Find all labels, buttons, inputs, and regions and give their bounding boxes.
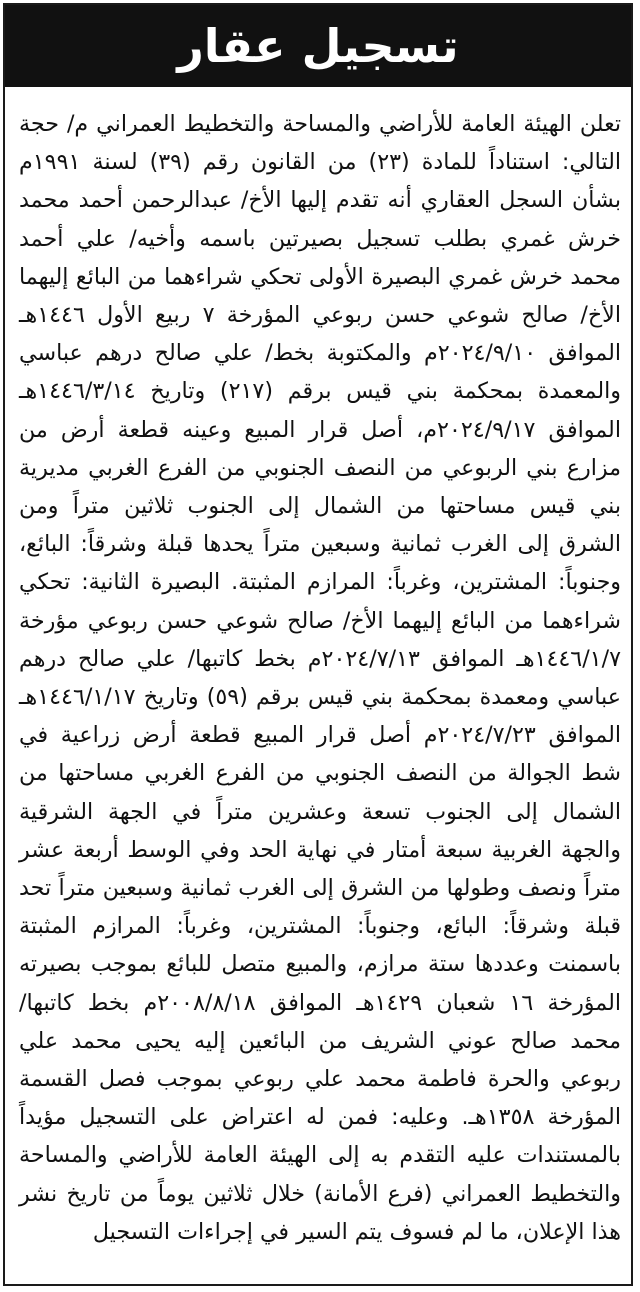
notice-body-text: تعلن الهيئة العامة للأراضي والمساحة والتخطيط العمراني م/ حجة التالي: استناداً للمادة (٢٣) من القانون رقم (٣٩) لسنة ١٩٩١م بشأن السجل العقاري أنه تقدم إليها الأخ/ عبدالرحمن أحمد محمد خرش غمري بطلب تسجيل بصيرتين باسمه وأخيه/ علي أحمد محمد خرش غمري البصيرة الأولى تحكي شراءهما من البائع إليهما الأخ/ صالح شوعي حسن ربوعي المؤرخة ٧ ربيع الأول ١٤٤٦هـ الموافق ٢٠٢٤/٩/١٠م والمكتوبة بخط/ علي صالح درهم عباسي والمعمدة بمحكمة بني قيس برقم (٢١٧) وتاريخ ١٤٤٦/٣/١٤هـ الموافق ٢٠٢٤/٩/١٧م، أصل قرار المبيع وعينه قطعة أرض من مزارع بني الربوعي من النصف الجنوبي من الفرع الغربي مديرية بني قيس مساحتها من الشمال إلى الجنوب ثلاثين متراً ومن الشرق إلى الغرب ثمانية وسبعين متراً يحدها قبلة وشرقاً: البائع، وجنوباً: المشترين، وغرباً: المرازم المثبتة. البصيرة الثانية: تحكي شراءهما من البائع إليهما الأخ/ صالح شوعي حسن ربوعي مؤرخة ١٤٤٦/١/٧هـ الموافق ٢٠٢٤/٧/١٣م بخط كاتبها/ علي صالح درهم عباسي ومعمدة بمحكمة بني قيس برقم (٥٩) وتاريخ ١٤٤٦/١/١٧هـ الموافق ٢٠٢٤/٧/٢٣م أصل قرار المبيع قطعة أرض زراعية في شط الجوالة من النصف الجنوبي من الفرع الغربي مساحتها من الشمال إلى الجنوب تسعة وعشرين متراً في الجهة الشرقية والجهة الغربية سبعة أمتار في نهاية الحد وفي الوسط أربعة عشر متراً ونصف وطولها من الشرق إلى الغرب ثمانية وسبعين متراً تحد قبلة وشرقاً: البائع، وجنوباً: المشترين، وغرباً: المرازم المثبتة باسمنت وعددها ستة مرازم، والمبيع متصل للبائع بموجب بصيرته المؤرخة ١٦ شعبان ١٤٢٩هـ الموافق ٢٠٠٨/٨/١٨م بخط كاتبها/ محمد صالح عوني الشريف من البائعين إليه يحيى محمد علي ربوعي والحرة فاطمة محمد علي ربوعي بموجب فصل القسمة المؤرخة ١٣٥٨هـ. وعليه: فمن له اعتراض على التسجيل مؤيداً بالمستندات عليه التقدم به إلى الهيئة العامة للأراضي والمساحة والتخطيط العمراني (فرع الأمانة) خلال ثلاثين يوماً من تاريخ نشر هذا الإعلان، ما لم فسوف يتم السير في إجراءات التسجيل [19, 111, 622, 1245]
title-bar [5, 5, 631, 87]
notice-title: تسجيل عقار [177, 19, 459, 73]
notice-body [19, 105, 621, 1251]
notice-frame [3, 3, 633, 1286]
